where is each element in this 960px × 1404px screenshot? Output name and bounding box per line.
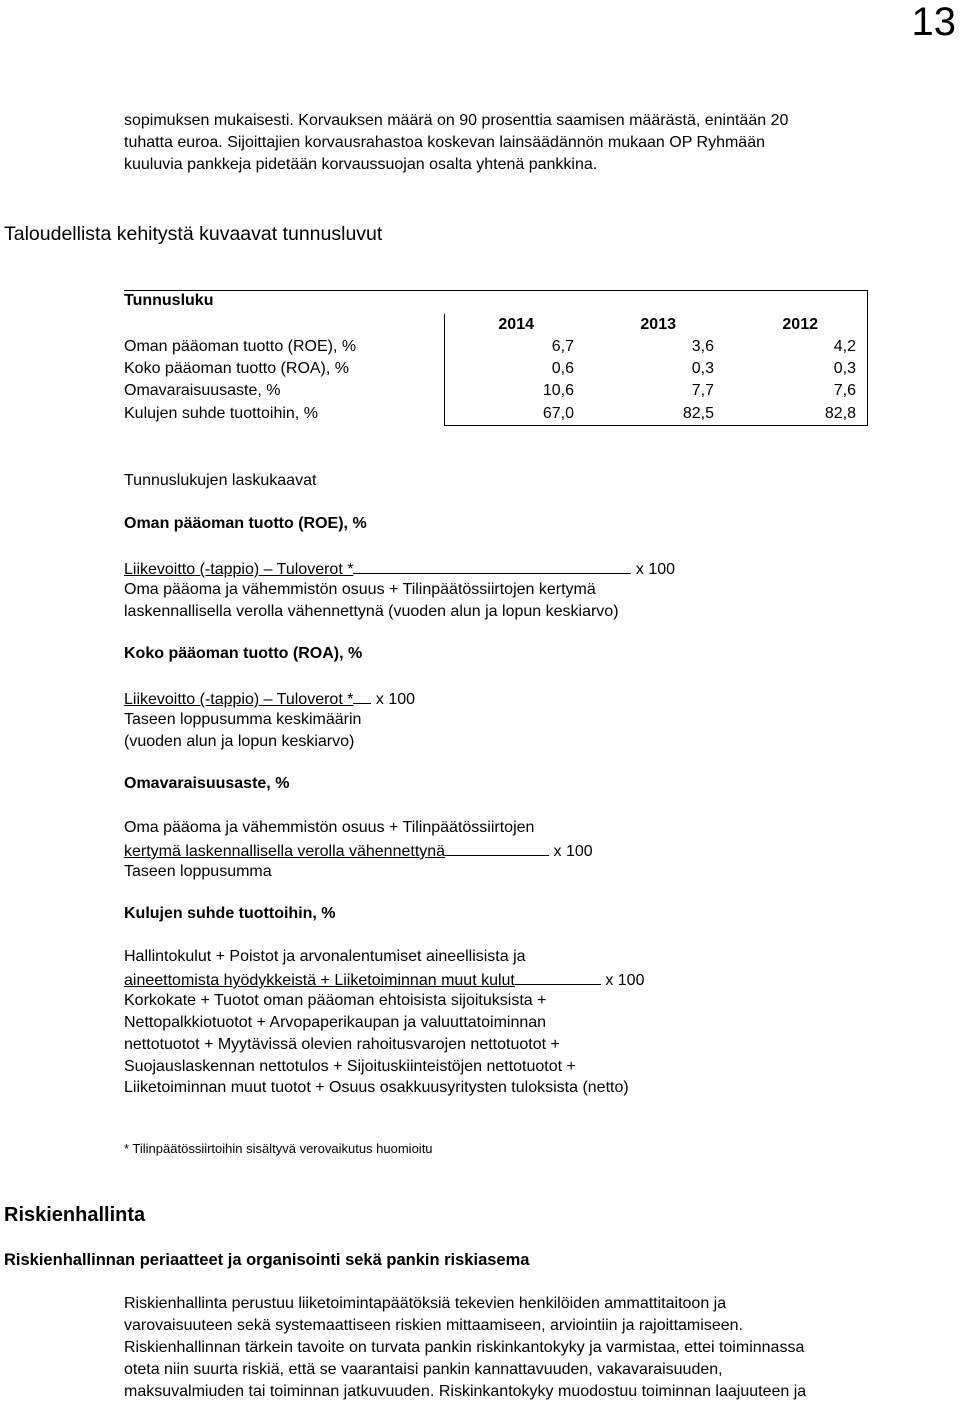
risk-line: Riskienhallinta perustuu liiketoimintapäätöksiä tekevien henkilöiden ammattitaitoon ja	[124, 1295, 727, 1312]
key-figures-table	[124, 290, 868, 426]
intro-line: sopimuksen mukaisesti. Korvauksen määrä on 90 prosenttia saamisen määrästä, enintään 20	[124, 112, 789, 129]
fraction-line	[445, 839, 549, 856]
equity-ratio-numerator-line	[124, 839, 593, 863]
fraction-line	[353, 557, 631, 574]
year-header: 2012	[782, 316, 818, 333]
equity-ratio-denominator: Taseen loppusumma	[124, 863, 272, 880]
equity-ratio-numerator: Oma pääoma ja vähemmistön osuus + Tilinpäätössiirtojen	[124, 819, 535, 836]
risk-line: Riskienhallinnan tärkein tavoite on turvata pankin riskinkantokyky ja varmistaa, ettei toiminnassa	[124, 1339, 805, 1356]
roe-numerator-line	[124, 557, 675, 581]
roa-numerator-line	[124, 687, 415, 711]
roe-denominator: Oma pääoma ja vähemmistön osuus + Tilinpäätössiirtojen kertymä	[124, 581, 596, 598]
cost-income-numerator: Hallintokulut + Poistot ja arvonalentumiset aineellisista ja	[124, 948, 526, 965]
risk-paragraph	[124, 1293, 944, 1403]
cost-income-denominator: nettotuotot + Myytävissä olevien rahoitusvarojen nettotuotot +	[124, 1036, 560, 1053]
table-cell: 0,3	[833, 360, 856, 377]
risk-subsection-title: Riskienhallinnan periaatteet ja organisointi sekä pankin riskiasema	[4, 1251, 530, 1269]
table-top-border	[124, 290, 868, 291]
table-header: Tunnusluku	[124, 292, 214, 309]
table-cell: 82,8	[824, 405, 856, 422]
cost-income-title: Kulujen suhde tuottoihin, %	[124, 905, 336, 922]
cost-income-multiplier: x 100	[605, 972, 645, 989]
table-cell: 7,6	[833, 382, 856, 399]
table-cell: 0,3	[691, 360, 714, 377]
table-cell: 82,5	[682, 405, 714, 422]
equity-ratio-title: Omavaraisuusaste, %	[124, 775, 290, 792]
roe-title: Oman pääoman tuotto (ROE), %	[124, 515, 367, 532]
roa-multiplier: x 100	[375, 691, 416, 708]
cost-income-numerator-line	[124, 968, 644, 992]
formulas-title: Tunnuslukujen laskukaavat	[124, 472, 317, 489]
cost-income-denominator: Korkokate + Tuotot oman pääoman ehtoisista sijoituksista +	[124, 992, 547, 1009]
table-row-label: Oman pääoman tuotto (ROE), %	[124, 338, 357, 355]
risk-line: varovaisuuteen sekä systemaattiseen riskien mittaamiseen, arviointiin ja rajoittamiseen.	[124, 1317, 743, 1334]
year-header: 2014	[498, 316, 534, 333]
intro-paragraph	[124, 110, 924, 176]
fraction-line	[515, 968, 601, 985]
table-cell: 67,0	[542, 405, 574, 422]
table-cell: 6,7	[551, 338, 574, 355]
cost-income-denominator: Nettopalkkiotuotot + Arvopaperikaupan ja valuuttatoiminnan	[124, 1014, 547, 1031]
table-row-label: Omavaraisuusaste, %	[124, 382, 281, 399]
intro-line: kuuluvia pankkeja pidetään korvaussuojan osalta yhtenä pankkina.	[124, 156, 598, 173]
roa-denominator: (vuoden alun ja lopun keskiarvo)	[124, 733, 355, 750]
cost-income-denominator: Suojauslaskennan nettotulos + Sijoituskiinteistöjen nettotuotot +	[124, 1058, 576, 1075]
risk-line: oteta niin suurta riskiä, että se vaarantaisi pankin kannattavuuden, vakavaraisuuden,	[124, 1361, 723, 1378]
roa-denominator: Taseen loppusumma keskimäärin	[124, 711, 362, 728]
table-cell: 10,6	[542, 382, 574, 399]
fraction-line	[353, 687, 371, 704]
table-row-label: Koko pääoman tuotto (ROA), %	[124, 360, 349, 377]
table-row-label: Kulujen suhde tuottoihin, %	[124, 405, 318, 422]
equity-ratio-numerator: kertymä laskennallisella verolla vähennettynä	[124, 843, 446, 860]
roe-multiplier: x 100	[635, 561, 676, 578]
risk-section-title: Riskienhallinta	[4, 1204, 146, 1226]
roe-numerator: Liikevoitto (-tappio) – Tuloverot *	[124, 561, 354, 578]
table-right-border-top	[867, 290, 868, 314]
intro-line: tuhatta euroa. Sijoittajien korvausrahastoa koskevan lainsäädännön mukaan OP Ryhmään	[124, 134, 765, 151]
footnote: * Tilinpäätössiirtoihin sisältyvä verovaikutus huomioitu	[124, 1141, 433, 1156]
table-cell: 7,7	[691, 382, 714, 399]
year-header: 2013	[640, 316, 676, 333]
risk-line: maksuvalmiuden tai toiminnan jatkuvuuden. Riskinkantokyky muodostuu toiminnan laajuuteen ja	[124, 1383, 807, 1400]
roa-numerator: Liikevoitto (-tappio) – Tuloverot *	[124, 691, 354, 708]
cost-income-numerator: aineettomista hyödykkeistä + Liiketoiminnan muut kulut	[124, 972, 515, 989]
cost-income-denominator: Liiketoiminnan muut tuotot + Osuus osakkuusyritysten tuloksista (netto)	[124, 1079, 629, 1096]
section-title: Taloudellista kehitystä kuvaavat tunnusluvut	[4, 223, 383, 245]
roe-denominator: laskennallisella verolla vähennettynä (vuoden alun ja lopun keskiarvo)	[124, 603, 619, 620]
equity-ratio-multiplier: x 100	[553, 843, 593, 860]
table-cell: 0,6	[551, 360, 574, 377]
table-cell: 4,2	[833, 338, 856, 355]
table-cell: 3,6	[691, 338, 714, 355]
page-number: 13	[911, 0, 956, 44]
roa-title: Koko pääoman tuotto (ROA), %	[124, 645, 363, 662]
